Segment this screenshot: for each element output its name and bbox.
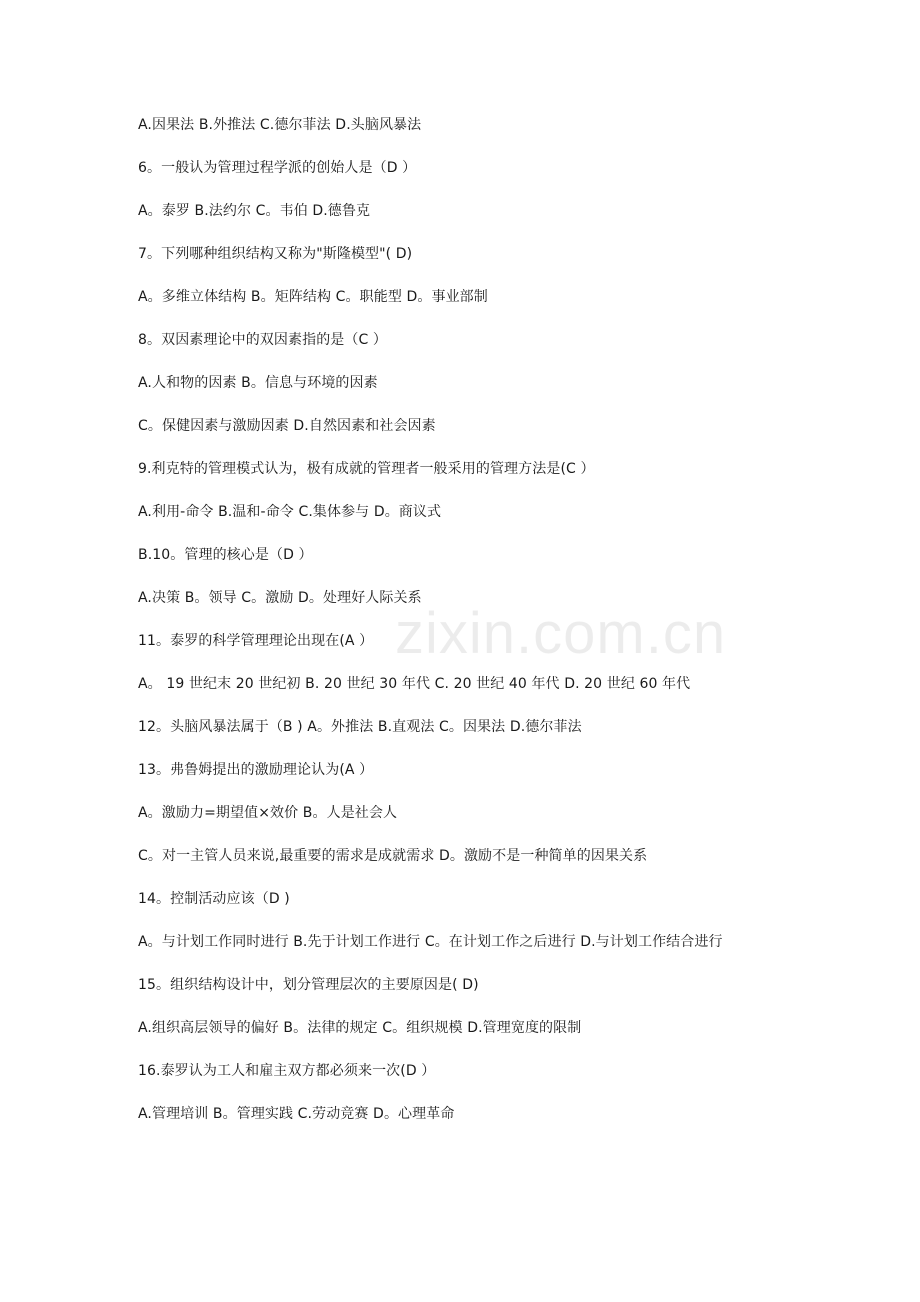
question-line: 16.泰罗认为工人和雇主双方都必须来一次(D ） xyxy=(138,1063,436,1079)
question-line: 11。泰罗的科学管理理论出现在(A ） xyxy=(138,633,374,649)
document-body xyxy=(138,112,788,1144)
answer-options-line: A.因果法 B.外推法 C.德尔菲法 D.头脑风暴法 xyxy=(138,117,422,133)
question-line: 6。一般认为管理过程学派的创始人是（D ） xyxy=(138,160,417,176)
answer-options-line: A。与计划工作同时进行 B.先于计划工作进行 C。在计划工作之后进行 D.与计划工作结合进行 xyxy=(138,934,723,950)
answer-options-line: A。 19 世纪末 20 世纪初 B. 20 世纪 30 年代 C. 20 世纪 40 年代 D. 20 世纪 60 年代 xyxy=(138,676,691,692)
question-line: 15。组织结构设计中，划分管理层次的主要原因是( D) xyxy=(138,977,479,993)
answer-options-line: C。对一主管人员来说,最重要的需求是成就需求 D。激励不是一种简单的因果关系 xyxy=(138,848,648,864)
question-line: 14。控制活动应该（D ) xyxy=(138,891,290,907)
answer-options-line: A.人和物的因素 B。信息与环境的因素 xyxy=(138,375,378,391)
question-line: 8。双因素理论中的双因素指的是（C ） xyxy=(138,332,388,348)
question-line: B.10。管理的核心是（D ） xyxy=(138,547,313,563)
site-watermark: zixin.com.cn xyxy=(395,601,727,666)
answer-options-line: A.组织高层领导的偏好 B。法律的规定 C。组织规模 D.管理宽度的限制 xyxy=(138,1020,582,1036)
question-line: 13。弗鲁姆提出的激励理论认为(A ） xyxy=(138,762,374,778)
answer-options-line: A.利用-命令 B.温和-命令 C.集体参与 D。商议式 xyxy=(138,504,442,520)
answer-options-line: A。多维立体结构 B。矩阵结构 C。职能型 D。事业部制 xyxy=(138,289,488,305)
question-line: 12。头脑风暴法属于（B ) A。外推法 B.直观法 C。因果法 D.德尔菲法 xyxy=(138,719,582,735)
answer-options-line: C。保健因素与激励因素 D.自然因素和社会因素 xyxy=(138,418,436,434)
question-line: 7。下列哪种组织结构又称为"斯隆模型"( D) xyxy=(138,246,413,262)
answer-options-line: A。泰罗 B.法约尔 C。韦伯 D.德鲁克 xyxy=(138,203,371,219)
question-line: 9.利克特的管理模式认为，极有成就的管理者一般采用的管理方法是(C ） xyxy=(138,461,595,477)
answer-options-line: A.管理培训 B。管理实践 C.劳动竞赛 D。心理革命 xyxy=(138,1106,455,1122)
answer-options-line: A。激励力=期望值×效价 B。人是社会人 xyxy=(138,805,398,821)
answer-options-line: A.决策 B。领导 C。激励 D。处理好人际关系 xyxy=(138,590,422,606)
